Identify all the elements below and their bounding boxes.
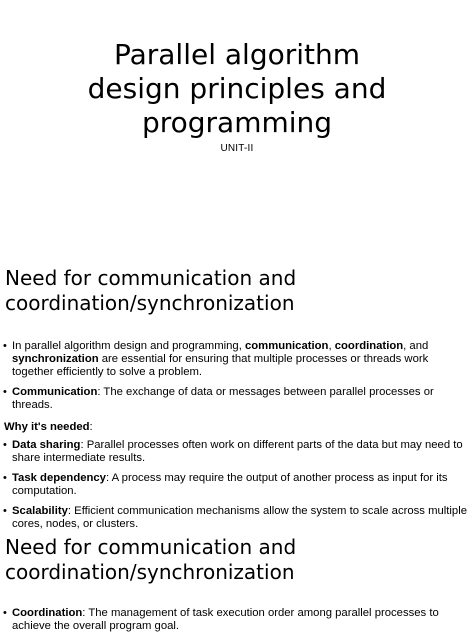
bullet-term: Task dependency bbox=[12, 472, 106, 484]
heading-line-2: coordination/synchronization bbox=[5, 291, 295, 315]
bullet-text: In parallel algorithm design and programming, bbox=[12, 340, 245, 352]
slide-subtitle: UNIT-II bbox=[220, 143, 254, 154]
bullet-term: Coordination bbox=[12, 607, 83, 619]
bullet-text: , and bbox=[403, 340, 429, 352]
bullet-text: : A process may require the output of another process as input for its computation. bbox=[12, 472, 448, 497]
list-item bbox=[0, 607, 470, 633]
bullet-text: : The management of task execution order among parallel processes to achieve the overall program goal. bbox=[12, 607, 439, 632]
coordination-bullets bbox=[0, 607, 470, 640]
why-label-text: Why it's needed bbox=[4, 421, 90, 433]
intro-bullets bbox=[0, 340, 470, 419]
section-heading-2 bbox=[5, 535, 469, 585]
heading-line-2: coordination/synchronization bbox=[5, 560, 295, 584]
bullet-term: Data sharing bbox=[12, 439, 81, 451]
bullet-text: : Efficient communication mechanisms allow the system to scale across multiple cores, nodes, or clusters. bbox=[12, 505, 467, 530]
why-label-colon: : bbox=[89, 421, 93, 433]
heading-line-1: Need for communication and bbox=[5, 266, 297, 290]
bullet-text: are essential for ensuring that multiple processes or threads work together efficiently to solve a problem. bbox=[12, 353, 429, 378]
list-item bbox=[0, 386, 470, 412]
slide-title bbox=[0, 38, 474, 140]
title-line-3: programming bbox=[141, 106, 333, 139]
bullet-glyph: • bbox=[3, 607, 7, 619]
bullet-glyph: • bbox=[3, 439, 7, 451]
title-slide bbox=[0, 0, 474, 250]
title-line-1: Parallel algorithm bbox=[113, 38, 361, 71]
list-item bbox=[0, 439, 470, 465]
bullet-term: synchronization bbox=[12, 353, 99, 365]
list-item bbox=[0, 505, 470, 531]
bullet-glyph: • bbox=[3, 505, 7, 517]
bullet-term: Scalability bbox=[12, 505, 68, 517]
heading-line-1: Need for communication and bbox=[5, 535, 297, 559]
bullet-text: , bbox=[328, 340, 335, 352]
bullet-glyph: • bbox=[3, 340, 7, 352]
why-needed-label bbox=[4, 421, 93, 433]
why-bullets bbox=[0, 439, 470, 538]
bullet-term: communication bbox=[244, 340, 329, 352]
bullet-glyph: • bbox=[3, 386, 7, 398]
bullet-glyph: • bbox=[3, 472, 7, 484]
title-line-2: design principles and bbox=[87, 72, 387, 105]
list-item bbox=[0, 340, 470, 379]
bullet-text: : The exchange of data or messages between parallel processes or threads. bbox=[12, 386, 434, 411]
bullet-term: Communication bbox=[12, 386, 98, 398]
bullet-term: coordination bbox=[334, 340, 404, 352]
bullet-text: : Parallel processes often work on different parts of the data but may need to share intermediate results. bbox=[12, 439, 463, 464]
list-item bbox=[0, 472, 470, 498]
section-heading-1 bbox=[5, 266, 469, 316]
